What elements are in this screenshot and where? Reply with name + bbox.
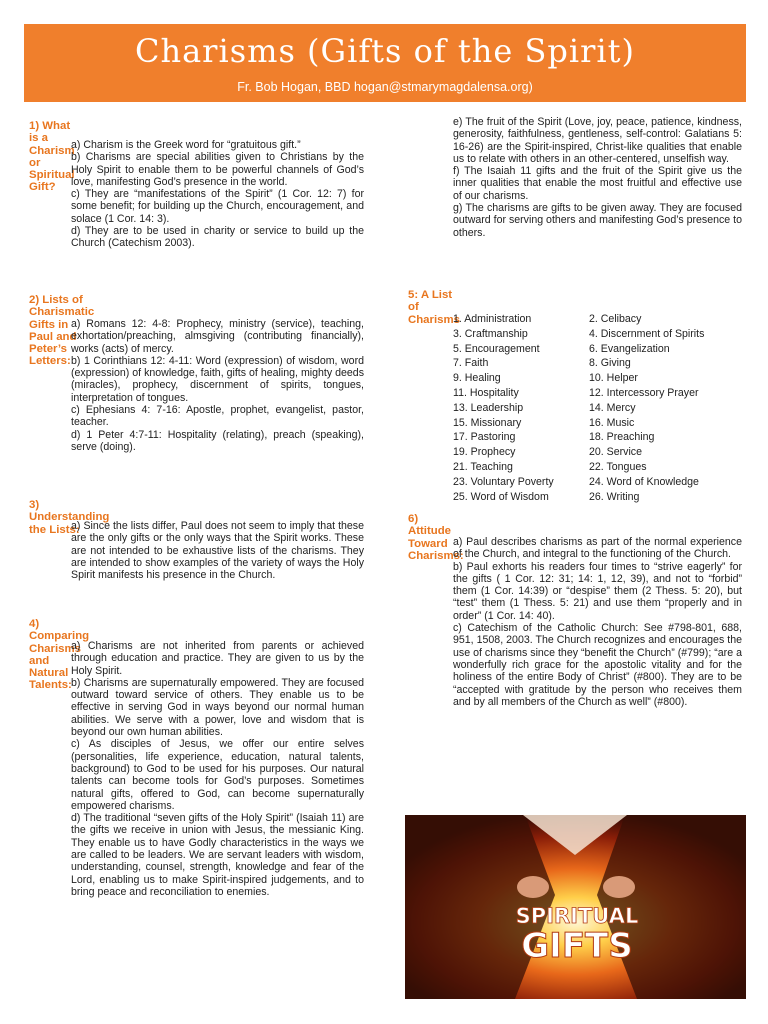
section-6-para: c) Catechism of the Catholic Church: See #798-801, 688, 951, 1508, 2003. The Church recognizes and encourages the use of charisms since they “benefit the Church” (#799); “are a wonderfully rich grace for the apostolic vitality and for the holiness of the entire Body of Christ” (#800). They are to be “accepted with gratitude by the person who receives them and by all members of the Church as well” (#800). bbox=[453, 622, 742, 708]
image-caption-line-2: GIFTS bbox=[521, 926, 633, 966]
charism-list bbox=[453, 312, 753, 504]
section-1-para: a) Charism is the Greek word for “gratuitous gift.” bbox=[71, 139, 301, 151]
list-item: 15. Missionary 16. Music bbox=[453, 416, 635, 429]
section-2-para: c) Ephesians 4: 7-16: Apostle, prophet, evangelist, pastor, teacher. bbox=[71, 404, 364, 429]
section-1-para: d) They are to be used in charity or service to build up the Church (Catechism 2003). bbox=[71, 225, 364, 250]
list-item: 1. Administration 2. Celibacy bbox=[453, 313, 642, 325]
section-4-para: f) The Isaiah 11 gifts and the fruit of the Spirit give us the inner qualities that enable the most fruitful and effective use of our charisms. bbox=[453, 165, 742, 202]
list-item: 11. Hospitality 12. Intercessory Prayer bbox=[453, 386, 699, 399]
list-item: 3. Craftmanship 4. Discernment of Spirits bbox=[453, 327, 705, 340]
section-6-heading: 6) Attitude Toward Charisms: bbox=[408, 513, 464, 562]
title-banner bbox=[24, 24, 746, 102]
author-line: Fr. Bob Hogan, BBD hogan@stmarymagdalensa.org) bbox=[237, 80, 533, 94]
list-item: 23. Voluntary Poverty 24. Word of Knowledge bbox=[453, 475, 699, 488]
page-title: Charisms (Gifts of the Spirit) bbox=[134, 32, 635, 70]
section-1-body bbox=[71, 139, 364, 250]
section-1-heading: 1) What is a Charism or Spiritual Gift? bbox=[29, 120, 75, 194]
section-5-heading: 5: A List of Charisms bbox=[408, 289, 460, 326]
spiritual-gifts-image bbox=[405, 815, 746, 999]
section-4-body bbox=[71, 640, 364, 898]
section-6-para: b) Paul exhorts his readers four times to “strive eagerly” for the gifts ( 1 Cor. 12: 31; 14: 1, 12, 39), and not to “forbid” them (1 Cor. 14:39) or “despise” them (2 Thess. 5: 20), but “test” them (1 Thess. 5: 21) and use them “properly and in order” (1 Cor. 14: 40). bbox=[453, 560, 742, 622]
section-1-para: c) They are “manifestations of the Spirit” (1 Cor. 12: 7) for some benefit; for building up the Church, encouragement, and solace (1 Cor. 14: 3). bbox=[71, 188, 364, 225]
section-4-para: c) As disciples of Jesus, we offer our entire selves (personalities, life experience, education, natural talents, background) to God to be used for his purposes. Our natural talents can become tools for God’s purposes. Sometimes natural gifts, offered to God, can become supernaturally empowered charisms. bbox=[71, 738, 364, 812]
list-item: 5. Encouragement 6. Evangelization bbox=[453, 342, 670, 355]
list-item: 21. Teaching 22. Tongues bbox=[453, 460, 647, 473]
left-hand-shape bbox=[517, 876, 549, 898]
spiritual-gifts-illustration bbox=[405, 815, 746, 999]
section-2-heading: 2) Lists of Charismatic Gifts in Paul and Peter’s Letters: bbox=[29, 294, 95, 368]
list-item: 13. Leadership 14. Mercy bbox=[453, 401, 636, 414]
section-2-para: d) 1 Peter 4:7-11: Hospitality (relating), preach (speaking), serve (doing). bbox=[71, 428, 364, 453]
section-3-heading: 3) Understanding the Lists: bbox=[29, 499, 110, 536]
section-3-body bbox=[71, 520, 364, 581]
section-4-heading: 4) Comparing Charisms and Natural Talents: bbox=[29, 618, 90, 692]
section-4-para: a) Charisms are not inherited from parents or achieved through education and practice. They are given to us by the Holy Spirit. bbox=[71, 640, 364, 677]
list-item: 7. Faith 8. Giving bbox=[453, 357, 631, 370]
section-4-para: e) The fruit of the Spirit (Love, joy, peace, patience, kindness, generosity, faithfulness, gentleness, self-control: Galatians 5: 16-26) are the Spirit-inspired, Christ-like qualities that enable us to relate with others in an other-centered, unselfish way. bbox=[453, 116, 742, 165]
section-6-body bbox=[453, 536, 742, 708]
section-3-para: a) Since the lists differ, Paul does not seem to imply that these are the only gifts or the only ways that the Spirit works. These are not intended to be exhaustive lists of the charisms. They are intended to show examples of the variety of ways the Holy Spirit manifests his presence in the Church. bbox=[71, 520, 364, 582]
section-6-para: a) Paul describes charisms as part of the normal experience of the Church, and integral to the functioning of the Church. bbox=[453, 536, 742, 561]
section-4-para: g) The charisms are gifts to be given away. They are focused outward for serving others and manifesting God’s presence to others. bbox=[453, 202, 742, 239]
section-1-para: b) Charisms are special abilities given to Christians by the Holy Spirit to enable them to be powerful channels of God’s love, manifesting God’s presence in the world. bbox=[71, 151, 364, 188]
section-4-continued bbox=[453, 116, 742, 239]
section-2-para: a) Romans 12: 4-8: Prophecy, ministry (service), teaching, exhortation/preaching, almsgiving (contributing financially), works (acts) of mercy. bbox=[71, 318, 364, 355]
list-item: 25. Word of Wisdom 26. Writing bbox=[453, 490, 640, 503]
list-item: 19. Prophecy 20. Service bbox=[453, 446, 642, 459]
list-item: 17. Pastoring 18. Preaching bbox=[453, 431, 655, 444]
section-4-para: d) The traditional “seven gifts of the Holy Spirit” (Isaiah 11) are the gifts we receive in union with Jesus, the messianic King. They enable us to have Godly characteristics in the ways we are called to be leaders. We are servant leaders with wisdom, understanding, counsel, strength, knowledge and fear of the Lord, enabling us to make Spirit-inspired judgements, and to bring peace and reconciliation to enemies. bbox=[71, 812, 364, 898]
list-item: 9. Healing 10. Helper bbox=[453, 372, 638, 385]
image-caption-line-1: SPIRITUAL bbox=[515, 904, 639, 928]
section-2-body bbox=[71, 318, 364, 453]
section-2-para: b) 1 Corinthians 12: 4-11: Word (expression) of wisdom, word (expression) of knowledge, faith, gifts of healing, mighty deeds (miracles), prophecy, discernment of spirits, tongues, interpretation of tongues. bbox=[71, 354, 364, 404]
section-4-para: b) Charisms are supernaturally empowered. They are focused outward toward service of others. They enable us to be effective in serving God in ways beyond our normal human abilities. We serve with a power, love and wisdom that is beyond our own human abilities. bbox=[71, 676, 364, 739]
right-hand-shape bbox=[603, 876, 635, 898]
